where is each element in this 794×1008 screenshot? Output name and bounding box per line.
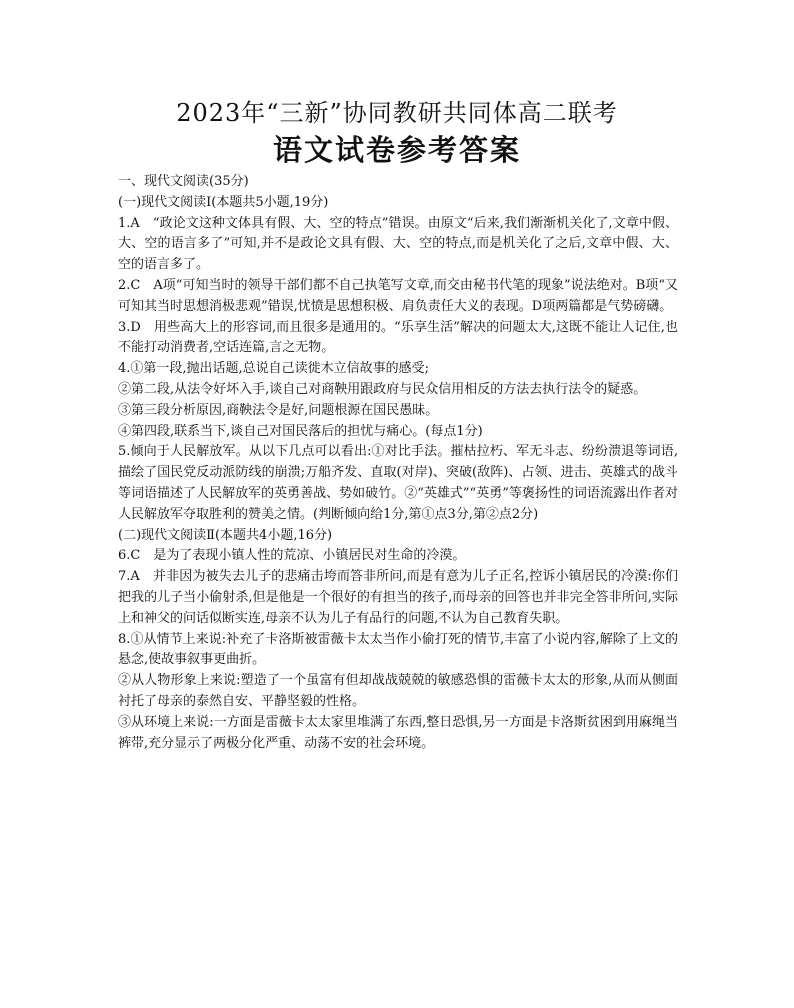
document-title: 2023年“三新”协同教研共同体高二联考 <box>176 99 618 127</box>
answer-paragraph: 5.倾向于人民解放军。从以下几点可以看出:①对比手法。摧枯拉朽、军无斗志、纷纷溃退等词语,描绘了国民党反动派防线的崩溃;万船齐发、直取(对岸)、突破(敌阵)、占领、进击、英雄式的战斗等词语描述了人民解放军的英勇善战、势如破竹。②“英雄式”“英勇”等褒扬性的词语流露出作者对人民解放军夺取胜利的赞美之情。(判断倾向给1分,第①点3分,第②点2分) <box>118 444 678 522</box>
answer-paragraph: ④第四段,联系当下,谈自己对国民落后的担忧与痛心。(每点1分) <box>118 423 483 439</box>
subsection-heading: (二)现代文阅读Ⅱ(本题共4小题,16分) <box>118 527 333 543</box>
answer-paragraph: 6.C 是为了表现小镇人性的荒凉、小镇居民对生命的冷漠。 <box>118 548 466 564</box>
answer-paragraph: 4.①第一段,抛出话题,总说自己读徙木立信故事的感受; <box>118 361 430 377</box>
answer-paragraph: 8.①从情节上来说:补充了卡洛斯被雷薇卡太太当作小偷打死的情节,丰富了小说内容,解除了上文的悬念,使故事叙事更曲折。 <box>118 631 678 668</box>
answer-paragraph: ②从人物形象上来说:塑造了一个虽富有但却战战兢兢的敏感恐惧的雷薇卡太太的形象,从而从侧面衬托了母亲的泰然自安、平静坚毅的性格。 <box>118 673 678 709</box>
answer-paragraph: ③从环境上来说:一方面是雷薇卡太太家里堆满了东西,整日恐惧,另一方面是卡洛斯贫困到用麻绳当裤带,充分显示了两极分化严重、动荡不安的社会环境。 <box>118 714 678 751</box>
answer-paragraph: ③第三段分析原因,商鞅法令是好,问题根源在国民愚昧。 <box>118 402 439 418</box>
answer-content <box>118 172 678 754</box>
answer-paragraph: 3.D 用些高大上的形容词,而且很多是通用的。“乐享生活”解决的问题太大,这既不能让人记住,也不能打动消费者,空话连篇,言之无物。 <box>118 319 678 356</box>
document-subtitle: 语文试卷参考答案 <box>272 133 521 167</box>
answer-paragraph: 7.A 并非因为被失去儿子的悲痛击垮而答非所问,而是有意为儿子正名,控诉小镇居民的冷漠:你们把我的儿子当小偷射杀,但是他是一个很好的有担当的孩子,而母亲的回答也并非完全答非所问,实际上和神父的问话似断实连,母亲不认为儿子有品行的问题,不认为自己教育失职。 <box>118 569 678 626</box>
answer-paragraph: ②第二段,从法令好坏入手,谈自己对商鞅用跟政府与民众信用相反的方法去执行法令的疑惑。 <box>118 381 647 397</box>
section-heading: 一、现代文阅读(35分) <box>118 174 249 189</box>
answer-paragraph: 1.A “政论文这种文体具有假、大、空的特点”错误。由原文“后来,我们渐渐机关化了,文章中假、大、空的语言多了”可知,并不是政论文具有假、大、空的特点,而是机关化了之后,文章中假、大、空的语言多了。 <box>118 215 678 273</box>
subsection-heading: (一)现代文阅读Ⅰ(本题共5小题,19分) <box>118 194 329 210</box>
answer-paragraph: 2.C A项“可知当时的领导干部们都不自己执笔写文章,而交由秘书代笔的现象”说法绝对。B项“又可知其当时思想消极悲观”错误,忧愤是思想积极、肩负责任大义的表现。D项两篇都是气势磅礴。 <box>118 277 678 314</box>
